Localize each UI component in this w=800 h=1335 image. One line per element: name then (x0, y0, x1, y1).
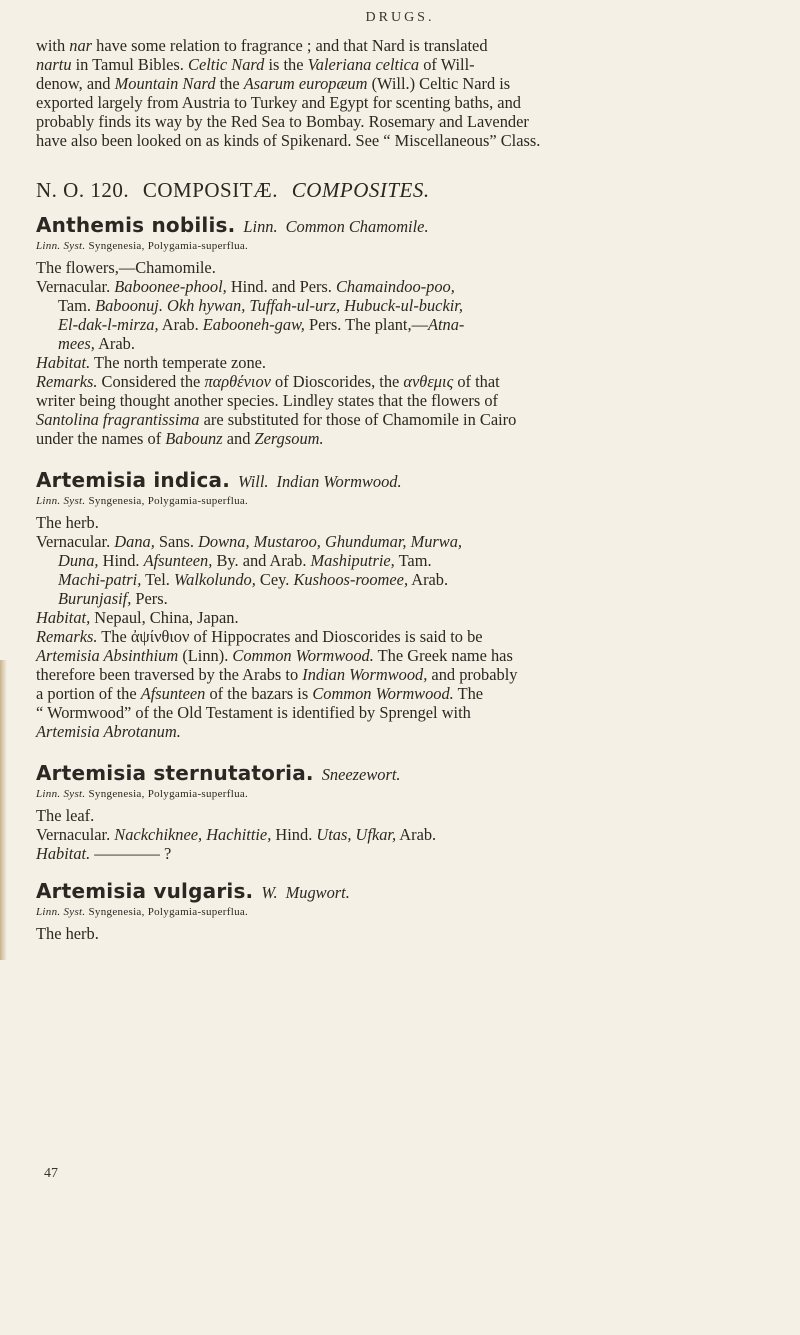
text-line (36, 55, 780, 74)
italic-term: Afsunteen (140, 684, 206, 703)
vernacular-name: Walkolundo, (174, 570, 256, 589)
vernacular-name: Afsunteen, (143, 551, 213, 570)
text-run: have some relation to fragrance ; and that Nard is translated (92, 36, 488, 55)
plant-name: Artemisia indica. (36, 468, 230, 492)
text-run: Arab. (396, 825, 437, 844)
text-run: Arab. (94, 334, 135, 353)
plant-authority: Linn. (243, 217, 278, 236)
italic-term: Santolina fragrantissima (36, 410, 200, 429)
entry-title-line (36, 879, 780, 905)
vernacular-name: Utas, Ufkar, (316, 825, 397, 844)
text-run: (Will.) Celtic Nard is (367, 74, 511, 93)
vernacular-name: Kushoos-roomee, (293, 570, 409, 589)
vernacular-line (36, 296, 780, 315)
text-run: of Dioscorides, the (270, 372, 404, 391)
text-run: and probably (427, 665, 518, 684)
entry-artemisia-sternutatoria (36, 761, 780, 863)
text-run: Arab. (408, 570, 449, 589)
italic-term: Valeriana celtica (307, 55, 420, 74)
remarks-line (36, 410, 780, 429)
remarks-line (36, 722, 780, 741)
habitat-text: ———— ? (90, 844, 172, 863)
linn-text: Syngenesia, Polygamia-superflua. (88, 495, 249, 507)
text-run: under the names of (36, 429, 166, 448)
linnaean-system (36, 905, 780, 920)
vernacular-line (36, 277, 780, 296)
entry-anthemis-nobilis (36, 213, 780, 448)
text-run: of Will- (419, 55, 475, 74)
linnaean-system (36, 787, 780, 802)
vernacular-name: mees, (58, 334, 95, 353)
text-run: denow, and (36, 74, 115, 93)
italic-term: nar (69, 36, 93, 55)
vernacular-name: Baboonuj. Okh hywan, Tuffah-ul-urz, Hubuck-ul-buckir, (95, 296, 463, 315)
text-run: therefore been traversed by the Arabs to (36, 665, 303, 684)
text-run: of the bazars is (205, 684, 313, 703)
vernacular-line (36, 532, 780, 551)
habitat-label: Habitat. (36, 844, 91, 863)
vernacular-label: Vernacular. (36, 532, 111, 551)
text-run: a portion of the (36, 684, 141, 703)
text-run: Sans. (154, 532, 199, 551)
plant-name: Anthemis nobilis. (36, 213, 236, 237)
remarks-line (36, 372, 780, 391)
remarks-line (36, 646, 780, 665)
italic-term: Indian Wormwood, (302, 665, 428, 684)
greek-term: ανθεμις (403, 372, 454, 391)
vernacular-line (36, 334, 780, 353)
page-text (36, 36, 780, 943)
entry-artemisia-vulgaris (36, 879, 780, 943)
text-run: in Tamul Bibles. (71, 55, 189, 74)
remarks-label: Remarks. (36, 627, 98, 646)
text-run: is the (264, 55, 308, 74)
text-run: of Hippocrates and Dioscorides is said to be (189, 627, 483, 646)
vernacular-line (36, 825, 780, 844)
text-run: the (215, 74, 244, 93)
vernacular-name: Eabooneh-gaw, (202, 315, 305, 334)
text-run: (Linn). (178, 646, 233, 665)
italic-term: Common Wormwood. (232, 646, 374, 665)
italic-term: Mountain Nard (114, 74, 216, 93)
plant-authority: Will. (238, 472, 269, 491)
habitat-line (36, 353, 780, 372)
section-number: N. O. 120. (36, 178, 130, 202)
part-used: The flowers,—Chamomile. (36, 258, 216, 277)
vernacular-name: Dana, (114, 532, 155, 551)
italic-term: Babounz (165, 429, 223, 448)
text-run: The Greek name has (373, 646, 513, 665)
remarks-line (36, 429, 780, 448)
italic-term: Celtic Nard (188, 55, 265, 74)
text-run: Hind. and Pers. (226, 277, 336, 296)
vernacular-line (36, 551, 780, 570)
text-line: probably finds its way by the Red Sea to Bombay. Rosemary and Lavender (36, 112, 529, 131)
text-run: Hind. (271, 825, 317, 844)
linn-text: Syngenesia, Polygamia-superflua. (88, 788, 249, 800)
section-heading (36, 177, 780, 203)
text-run: Considered the (97, 372, 205, 391)
linn-text: Syngenesia, Polygamia-superflua. (88, 240, 249, 252)
text-run: The (97, 627, 131, 646)
linn-label: Linn. Syst. (36, 906, 86, 918)
section-latin: COMPOSITÆ. (142, 178, 278, 202)
habitat-text: The north temperate zone. (90, 353, 267, 372)
linn-text: Syngenesia, Polygamia-superflua. (88, 906, 249, 918)
text-run: are substituted for those of Chamomile in Cairo (199, 410, 517, 429)
entry-title-line (36, 213, 780, 239)
habitat-line (36, 844, 780, 863)
text-run: Cey. (255, 570, 294, 589)
text-run: Tam. (58, 296, 96, 315)
vernacular-label: Vernacular. (36, 277, 111, 296)
vernacular-name: Machi-patri, (58, 570, 142, 589)
part-used: The leaf. (36, 806, 95, 825)
text-line (36, 74, 780, 93)
part-used: The herb. (36, 924, 99, 943)
habitat-line (36, 608, 780, 627)
vernacular-name: Duna, (58, 551, 99, 570)
text-run: Pers. The plant,— (304, 315, 428, 334)
page-edge-shadow (0, 660, 7, 960)
vernacular-line (36, 589, 780, 608)
vernacular-name: Atna- (427, 315, 465, 334)
text-run: Tel. (141, 570, 175, 589)
remarks-label: Remarks. (36, 372, 98, 391)
vernacular-label: Vernacular. (36, 825, 111, 844)
italic-term: nartu (36, 55, 72, 74)
text-line: have also been looked on as kinds of Spikenard. See “ Miscellaneous” Class. (36, 131, 541, 150)
greek-term: ἀψίνθιον (130, 627, 190, 646)
italic-term: Asarum europæum (243, 74, 368, 93)
common-name: Indian Wormwood. (276, 472, 402, 491)
common-name: Common Chamomile. (285, 217, 429, 236)
vernacular-line (36, 570, 780, 589)
vernacular-name: Nackchiknee, Hachittie, (114, 825, 272, 844)
vernacular-name: Baboonee-phool, (114, 277, 227, 296)
part-used: The herb. (36, 513, 99, 532)
remarks-line: writer being thought another species. Lindley states that the flowers of (36, 391, 498, 410)
text-run: Pers. (131, 589, 168, 608)
linn-label: Linn. Syst. (36, 788, 86, 800)
plant-authority: W. (261, 883, 278, 902)
common-name: Mugwort. (285, 883, 350, 902)
common-name: Sneezewort. (321, 765, 401, 784)
remarks-line (36, 627, 780, 646)
plant-name: Artemisia vulgaris. (36, 879, 254, 903)
text-run: Hind. (98, 551, 144, 570)
text-run: with (36, 36, 70, 55)
entry-title-line (36, 468, 780, 494)
vernacular-name: Downa, Mustaroo, Ghundumar, Murwa, (198, 532, 463, 551)
vernacular-line (36, 315, 780, 334)
page-number: 47 (44, 1166, 58, 1181)
remarks-line (36, 684, 780, 703)
italic-term: Zergsoum. (254, 429, 324, 448)
habitat-label: Habitat, (36, 608, 91, 627)
text-run: Tam. (394, 551, 432, 570)
intro-paragraph (36, 36, 780, 150)
text-run: of that (453, 372, 500, 391)
linn-label: Linn. Syst. (36, 495, 86, 507)
remarks-line: “ Wormwood” of the Old Testament is identified by Sprengel with (36, 703, 471, 722)
vernacular-name: Chamaindoo-poo, (336, 277, 455, 296)
text-line: exported largely from Austria to Turkey and Egypt for scenting baths, and (36, 93, 521, 112)
habitat-text: Nepaul, China, Japan. (90, 608, 239, 627)
running-head: DRUGS. (365, 10, 435, 25)
vernacular-name: El-dak-l-mirza, (58, 315, 159, 334)
text-line (36, 36, 780, 55)
remarks-line (36, 665, 780, 684)
text-run: The (453, 684, 484, 703)
plant-name: Artemisia sternutatoria. (36, 761, 314, 785)
italic-term: Artemisia Absinthium (36, 646, 179, 665)
text-run: Arab. (158, 315, 203, 334)
linnaean-system (36, 239, 780, 254)
vernacular-name: Burunjasif, (58, 589, 132, 608)
italic-term: Common Wormwood. (312, 684, 454, 703)
habitat-label: Habitat. (36, 353, 91, 372)
greek-term: παρθένιον (204, 372, 271, 391)
linn-label: Linn. Syst. (36, 240, 86, 252)
text-run: and (222, 429, 255, 448)
entry-title-line (36, 761, 780, 787)
vernacular-name: Mashiputrie, (310, 551, 395, 570)
entry-artemisia-indica (36, 468, 780, 741)
linnaean-system (36, 494, 780, 509)
section-english: COMPOSITES. (291, 178, 430, 202)
text-run: By. and Arab. (212, 551, 311, 570)
italic-term: Artemisia Abrotanum. (36, 722, 181, 741)
